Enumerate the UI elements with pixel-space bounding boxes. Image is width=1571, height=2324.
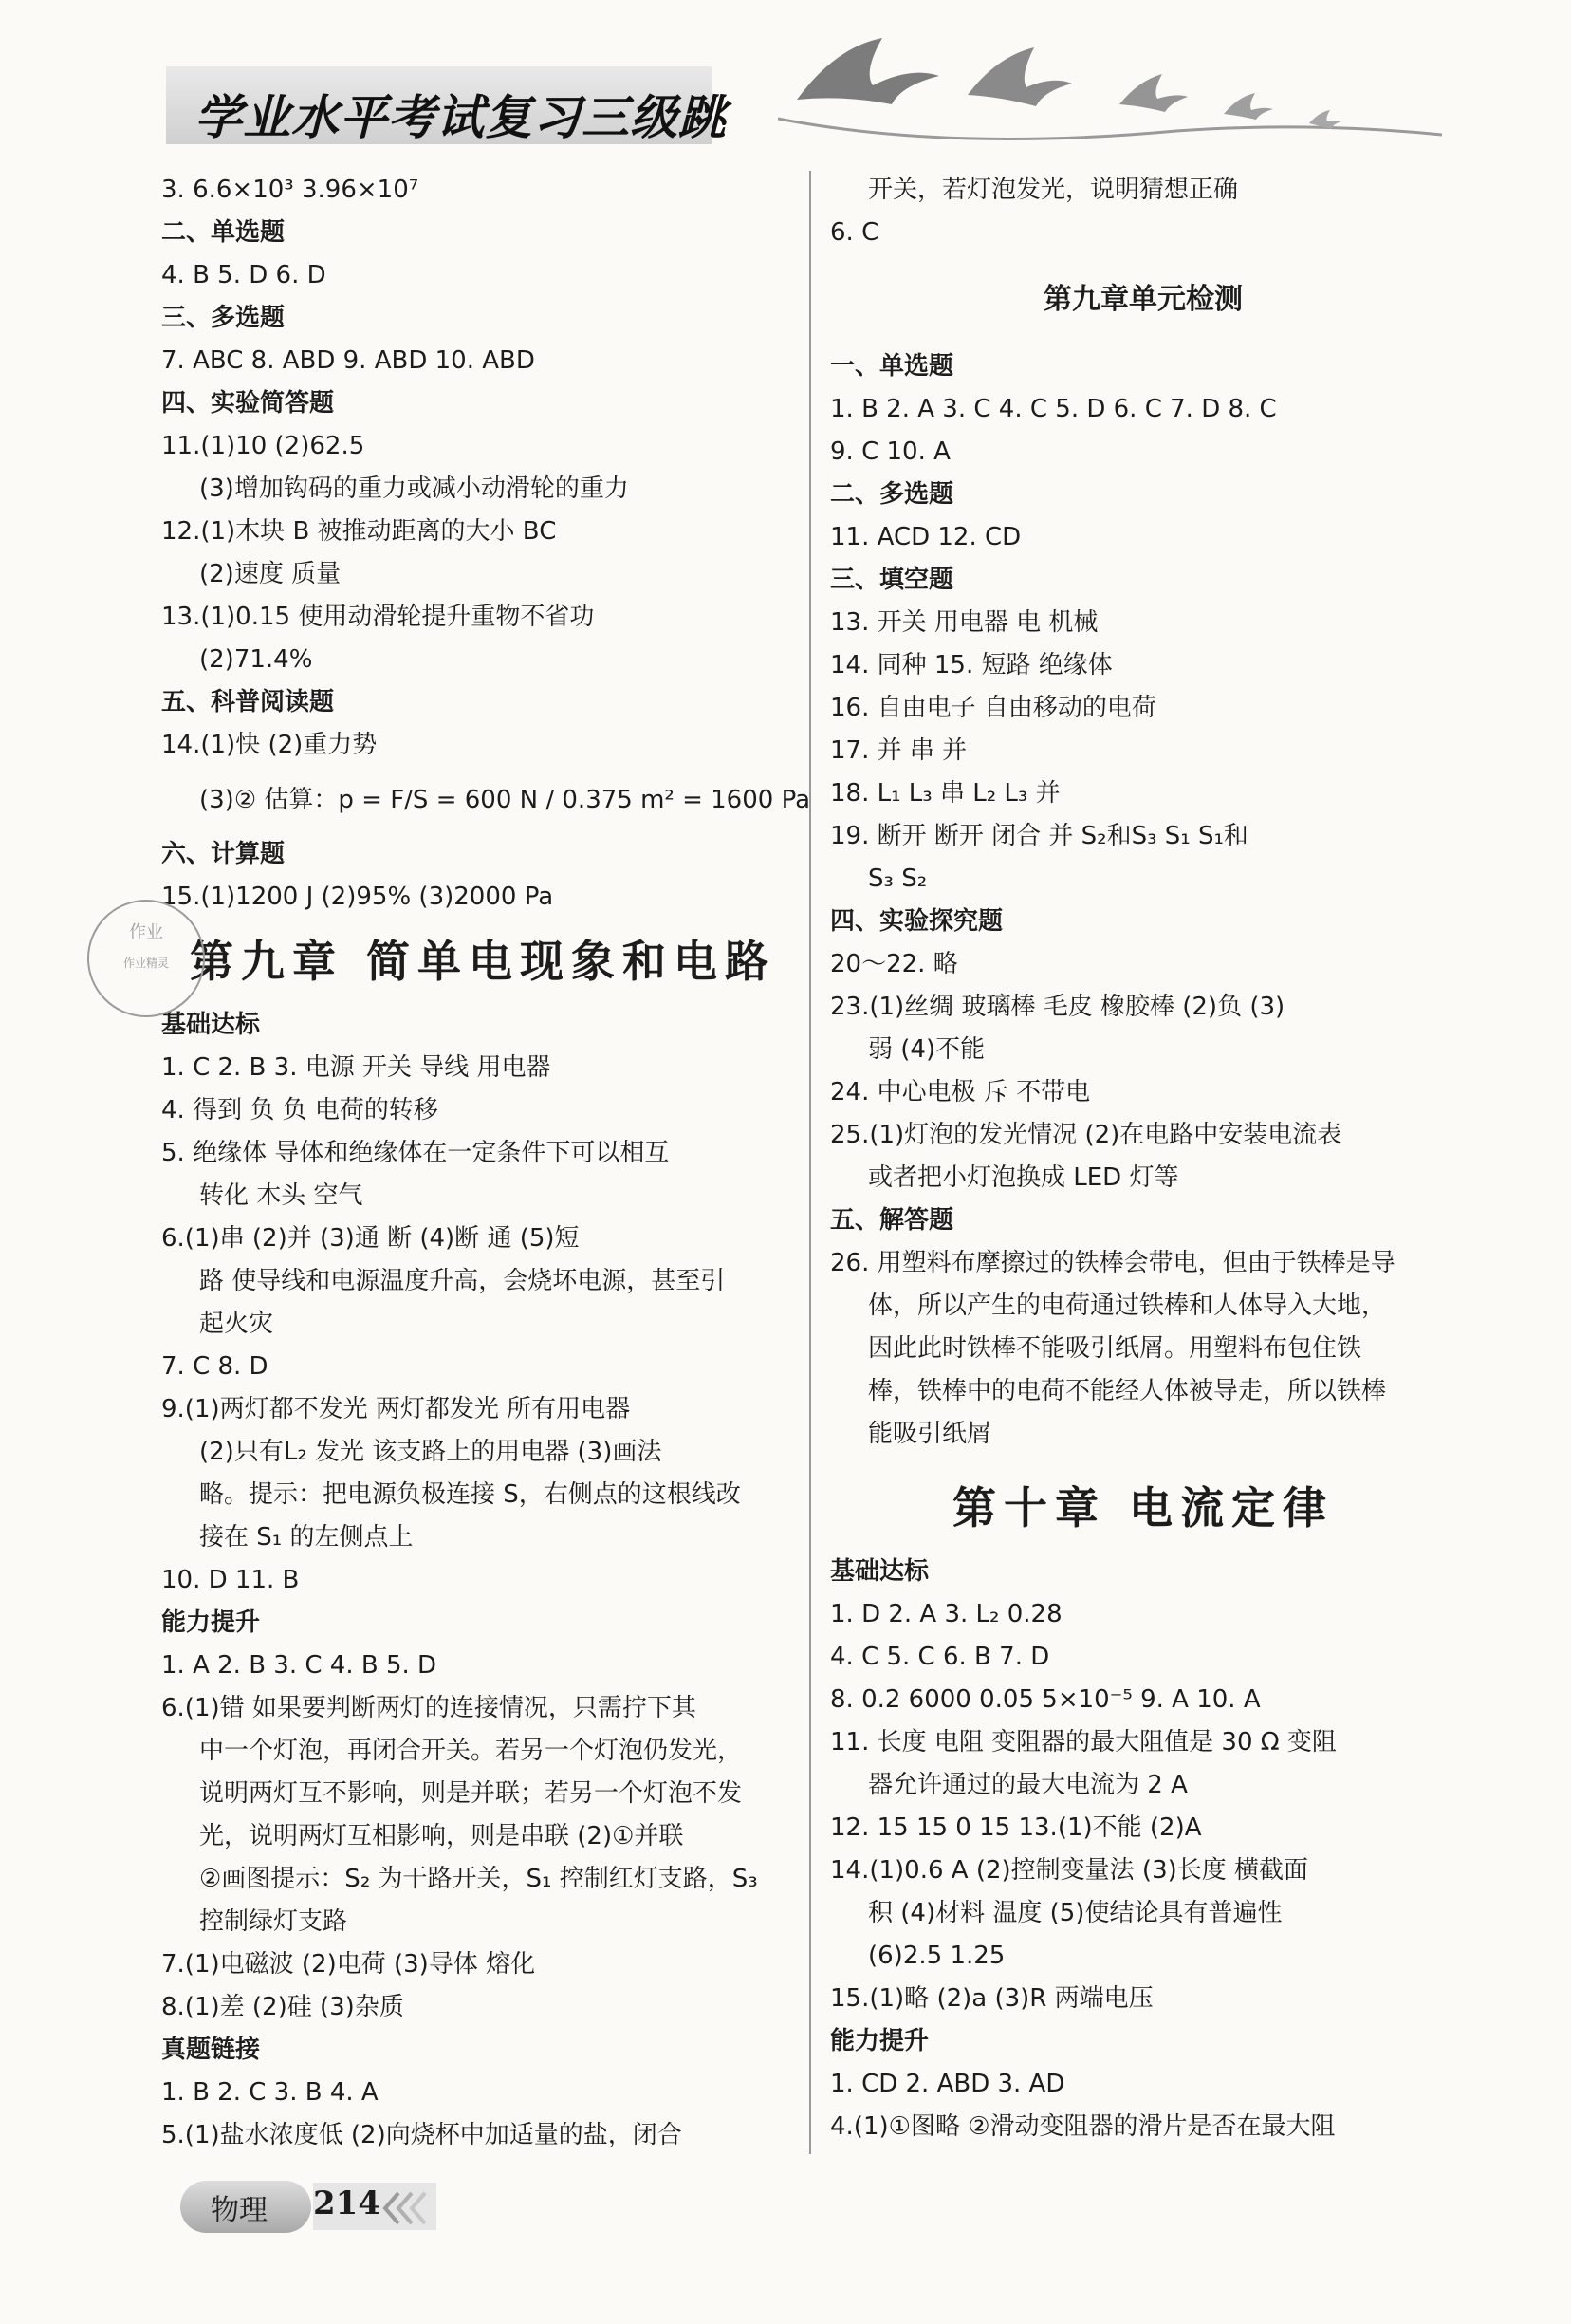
answer-line: ②画图提示：S₂ 为干路开关，S₁ 控制红灯支路，S₃ <box>199 1865 758 1893</box>
section-heading: 一、单选题 <box>830 352 954 381</box>
answer-line: 1. D 2. A 3. L₂ 0.28 <box>830 1600 1063 1628</box>
footer-subject: 物理 <box>211 2194 268 2227</box>
section-heading: 六、计算题 <box>161 840 286 868</box>
answer-line: 1. C 2. B 3. 电源 开关 导线 用电器 <box>161 1053 551 1082</box>
answer-line: 光，说明两灯互相影响，则是串联 (2)①并联 <box>199 1822 684 1850</box>
answer-line: 14. 同种 15. 短路 绝缘体 <box>830 651 1113 679</box>
answer-line: (6)2.5 1.25 <box>868 1942 1006 1970</box>
answer-line: 11. ACD 12. CD <box>830 523 1022 551</box>
answer-line: 12.(1)木块 B 被推动距离的大小 BC <box>161 517 557 546</box>
section-heading: 二、多选题 <box>830 480 954 509</box>
answer-line: 11.(1)10 (2)62.5 <box>161 432 365 460</box>
flying-birds-icon <box>778 28 1442 161</box>
section-heading: 三、填空题 <box>830 566 954 594</box>
section-heading: 能力提升 <box>830 2027 930 2055</box>
answer-line: 器允许通过的最大电流为 2 A <box>868 1771 1188 1799</box>
answer-line: 20～22. 略 <box>830 950 958 978</box>
answer-line: 18. L₁ L₃ 串 L₂ L₃ 并 <box>830 779 1061 808</box>
answer-line: 棒，铁棒中的电荷不能经人体被导走，所以铁棒 <box>868 1377 1387 1405</box>
left-answer-column <box>161 169 811 2157</box>
answer-line: 17. 并 串 并 <box>830 736 968 765</box>
section-heading: 基础达标 <box>830 1557 930 1586</box>
section-heading: 五、科普阅读题 <box>161 688 335 716</box>
seal-bottom-text: 作业精灵 <box>122 957 169 970</box>
answer-line: S₃ S₂ <box>868 865 928 893</box>
answer-line: 24. 中心电极 斥 不带电 <box>830 1078 1091 1106</box>
answer-line: 中一个灯泡，再闭合开关。若另一个灯泡仍发光， <box>199 1737 743 1765</box>
seal-top-text: 作业 <box>129 922 163 942</box>
answer-line: 6.(1)串 (2)并 (3)通 断 (4)断 通 (5)短 <box>161 1224 580 1253</box>
answer-line: 体，所以产生的电荷通过铁棒和人体导入大地， <box>868 1292 1387 1320</box>
answer-line: 说明两灯互不影响，则是并联；若另一个灯泡不发 <box>199 1779 743 1808</box>
answer-line: (2)只有L₂ 发光 该支路上的用电器 (3)画法 <box>199 1438 662 1466</box>
answer-line: 8.(1)差 (2)硅 (3)杂质 <box>161 1993 404 2021</box>
page-header-title: 学业水平考试复习三级跳 <box>194 89 727 145</box>
homework-seal <box>87 900 205 1017</box>
section-heading: 五、解答题 <box>830 1206 954 1235</box>
answer-line: 4. 得到 负 负 电荷的转移 <box>161 1096 438 1125</box>
answer-line: 1. B 2. A 3. C 4. C 5. D 6. C 7. D 8. C <box>830 395 1277 423</box>
answer-line: 6.(1)错 如果要判断两灯的连接情况，只需拧下其 <box>161 1694 696 1722</box>
answer-line: 11. 长度 电阻 变阻器的最大阻值是 30 Ω 变阻 <box>830 1728 1337 1757</box>
answer-line: 9.(1)两灯都不发光 两灯都发光 所有用电器 <box>161 1395 631 1423</box>
answer-line: 或者把小灯泡换成 LED 灯等 <box>868 1163 1179 1192</box>
answer-line: (3)② 估算：p = F/S = 600 N / 0.375 m² = 1600 Pa <box>199 786 811 814</box>
answer-line: 1. A 2. B 3. C 4. B 5. D <box>161 1651 437 1680</box>
section-heading: 能力提升 <box>161 1608 261 1637</box>
section-heading: 基础达标 <box>161 1011 261 1039</box>
column-divider <box>809 171 811 2154</box>
answer-line: 4. C 5. C 6. B 7. D <box>830 1643 1050 1671</box>
chapter-title: 第九章 简单电现象和电路 <box>190 936 777 987</box>
page-number: 214 <box>313 2185 380 2222</box>
answer-line: 能吸引纸屑 <box>868 1420 992 1448</box>
answer-line: 13. 开关 用电器 电 机械 <box>830 608 1099 637</box>
answer-line: 弱 (4)不能 <box>868 1035 986 1064</box>
right-answer-column <box>830 169 1456 2148</box>
answer-line: 控制绿灯支路 <box>199 1907 348 1936</box>
answer-line: 接在 S₁ 的左侧点上 <box>199 1523 414 1552</box>
section-heading: 四、实验简答题 <box>161 389 335 418</box>
chevrons-icon <box>379 2187 436 2229</box>
answer-line: 积 (4)材料 温度 (5)使结论具有普遍性 <box>868 1899 1283 1927</box>
answer-line: 7.(1)电磁波 (2)电荷 (3)导体 熔化 <box>161 1950 536 1979</box>
section-heading: 三、多选题 <box>161 304 286 332</box>
answer-line: 1. B 2. C 3. B 4. A <box>161 2078 379 2107</box>
answer-line: 3. 6.6×10³ 3.96×10⁷ <box>161 176 419 204</box>
answer-line: 14.(1)0.6 A (2)控制变量法 (3)长度 横截面 <box>830 1856 1309 1885</box>
answer-line: 8. 0.2 6000 0.05 5×10⁻⁵ 9. A 10. A <box>830 1685 1261 1714</box>
answer-line: 7. ABC 8. ABD 9. ABD 10. ABD <box>161 346 535 375</box>
answer-line: 5.(1)盐水浓度低 (2)向烧杯中加适量的盐，闭合 <box>161 2121 682 2149</box>
answer-line: 1. CD 2. ABD 3. AD <box>830 2070 1065 2098</box>
answer-line: 16. 自由电子 自由移动的电荷 <box>830 694 1156 722</box>
answer-line: 14.(1)快 (2)重力势 <box>161 731 378 759</box>
answer-line: (3)增加钩码的重力或减小动滑轮的重力 <box>199 474 629 503</box>
section-heading: 二、单选题 <box>161 218 286 247</box>
answer-line: 23.(1)丝绸 玻璃棒 毛皮 橡胶棒 (2)负 (3) <box>830 993 1285 1021</box>
answer-line: 略。提示：把电源负极连接 S，右侧点的这根线改 <box>199 1480 741 1509</box>
answer-line: 4. B 5. D 6. D <box>161 261 326 289</box>
section-heading: 四、实验探究题 <box>830 907 1004 936</box>
answer-line: 13.(1)0.15 使用动滑轮提升重物不省功 <box>161 603 595 631</box>
answer-line: 9. C 10. A <box>830 437 951 466</box>
answer-line: 5. 绝缘体 导体和绝缘体在一定条件下可以相互 <box>161 1139 670 1167</box>
answer-line: 26. 用塑料布摩擦过的铁棒会带电，但由于铁棒是导 <box>830 1249 1395 1277</box>
answer-line: 12. 15 15 0 15 13.(1)不能 (2)A <box>830 1813 1202 1842</box>
section-heading: 真题链接 <box>161 2036 261 2064</box>
answer-line: 转化 木头 空气 <box>199 1181 363 1210</box>
answer-line: 15.(1)1200 J (2)95% (3)2000 Pa <box>161 883 554 911</box>
answer-line: 4.(1)①图略 ②滑动变阻器的滑片是否在最大阻 <box>830 2112 1336 2141</box>
chapter-title: 第十章 电流定律 <box>952 1482 1334 1534</box>
answer-line: 25.(1)灯泡的发光情况 (2)在电路中安装电流表 <box>830 1121 1342 1149</box>
answer-line: 19. 断开 断开 闭合 并 S₂和S₃ S₁ S₁和 <box>830 822 1248 850</box>
answer-line: (2)速度 质量 <box>199 560 342 588</box>
answer-line: 路 使导线和电源温度升高，会烧坏电源，甚至引 <box>199 1267 726 1295</box>
answer-line: 起火灾 <box>199 1310 274 1338</box>
answer-line: 10. D 11. B <box>161 1566 300 1594</box>
answer-line: 开关，若灯泡发光，说明猜想正确 <box>868 176 1239 204</box>
unit-test-title: 第九章单元检测 <box>1044 283 1243 316</box>
answer-line: 因此此时铁棒不能吸引纸屑。用塑料布包住铁 <box>868 1334 1362 1363</box>
answer-line: 6. C <box>830 218 879 247</box>
answer-line: 15.(1)略 (2)a (3)R 两端电压 <box>830 1984 1154 2013</box>
answer-line: 7. C 8. D <box>161 1352 268 1381</box>
answer-line: (2)71.4% <box>199 645 313 674</box>
